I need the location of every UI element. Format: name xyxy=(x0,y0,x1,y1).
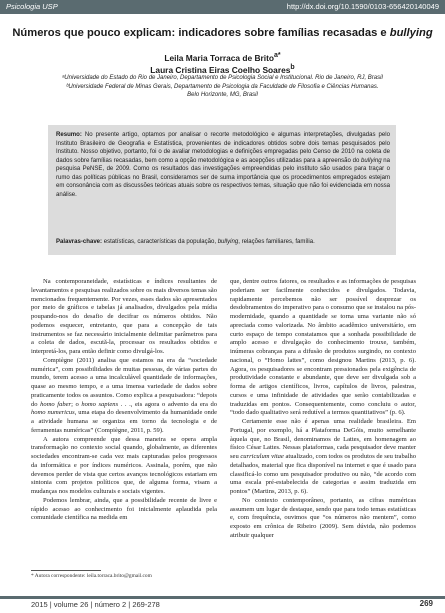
abstract-label: Resumo: xyxy=(56,132,82,138)
keywords: Palavras-chave: estatísticas, características da população, bullying, relações familiares, família. xyxy=(56,239,315,245)
abstract: Resumo: No presente artigo, optamos por analisar o recorte metodológico e algumas interpretações, divulgadas pelo Instituto Brasileiro de Geografia e Estatística, provenientes de indicadores obtidos sobre dois temas pesquisados pelo Instituto. Nosso objetivo, portanto, foi o de avaliar metodologias e definições empregadas pelo Censo de 2010 na coleta de dados sobre famílias recasadas, bem como a opção metodológica e as acepções utilizadas para a apreensão do bullying na pesquisa PeNSE, de 2009. Como os resultados das investigações empreendidas pelo instituto são usados para traçar o rumo das políticas públicas no Brasil, consideramos ser de suma importância que os procedimentos empregados estejam em consonância com as discussões teóricas atuais sobre os respectivos temas, situação que não foi evidenciada em nossa análise. xyxy=(56,132,390,198)
paragraph: Compiègne (2011) analisa que estamos na era da “sociedade numérica”, com possibilidades de muitas pessoas, de várias partes do mundo, terem acesso a uma incalculável quantidade de informações, quase ao mesmo tempo, e a uma imensa variedade de dados sobre praticamente todos os assuntos. Como explica a pesquisadora: “depois do homo faber; o homo sapiens . . ., eis agora o advento da era do homo numericus, uma etapa do desenvolvimento da humanidade onde a atividade humana se organiza em torno da tecnologia e de ferramentas numéricas” (Compiègne, 2011, p. 59). xyxy=(31,356,218,434)
issue-info: 2015 | volume 26 | número 2 | 269-278 xyxy=(31,600,160,609)
title-italic: bullying xyxy=(389,27,433,39)
paragraph: Na contemporaneidade, estatísticas e índices resultantes de levantamentos e pesquisas realizados sobre os mais diversos temas são mencionados frequentemente. Por vezes, esses dados são apresentados por meio de gráficos e tabelas já analisados, divulgados pela mídia poupando-nos do desafio de decifrar os números obtidos. Não podemos esquecer, entretanto, que para a concepção de tais instrumentos se faz necessário inicialmente delimitar parâmetros para a coleta de dados, escută-la, processar os resultados obtidos e interpretá-los, para então definir como divulgá-los. xyxy=(31,278,217,355)
affiliation-b-city: Belo Horizonte, MG, Brasil xyxy=(187,92,258,99)
doi-link[interactable]: http://dx.doi.org/10.1590/0103-656420140049 xyxy=(286,2,439,11)
affiliations xyxy=(0,74,445,100)
article-title xyxy=(0,27,445,39)
body-column-right xyxy=(230,278,416,541)
footnote-rule xyxy=(31,570,101,571)
author-1: Leila Maria Torraca de Brito$^{a*}$ xyxy=(164,52,281,63)
paragraph: que, dentre outros fatores, os resultados e as informações de pesquisas poderiam ser facilmente conhecidos e divulgados. Todavia, rapidamente percebemos não ser possível desprezar os desdobramentos do imperativo para o consumo que se instalou na pós-modernidade, quando a quantidade se torna uma variante não só apreciada como valorizada. No âmbito acadêmico universitário, em curto espaço de tempo constatamos que a sonhada possibilidade de amplo acesso e divulgação do conhecimento trouxe, também, inúmeras cobranças para a difusão de produtos surgindo, no contexto nacional, o “Homo lattes”, como designou Martins (2013, p. 6). Agora, os pesquisadores se encontram pressionados pela exigência de produtividade constante e abundante, que deve ser divulgada sob a forma de artigos científicos, livros, capítulos de livros, palestras, cursos e uma infinidade de atividades que serão contabilizadas e traduzidas em pontos. Consequentemente, como concluiu o autor, “todo dado qualitativo será redutível a termos quantitativos” (p. 6). xyxy=(230,278,416,417)
paragraph: A autora compreende que dessa maneira se opera ampla transformação no contexto social quando, globalmente, as diferentes sociedades encontram-se cada vez mais capturadas pelos progressos da informática e por índices numéricos. Assinala, porém, que não devemos perder de vista que certos avanços tecnológicos estariam em sintonia com projetos políticos que, de alguma forma, visam a mudanças nos modelos culturais e sociais vigentes. xyxy=(31,435,217,495)
affiliation-a: ᵃUniversidade do Estado do Rio de Janeiro, Departamento de Psicologia Social e Institucional. Rio de Janeiro, RJ, Brasil xyxy=(62,75,383,81)
author-1-mark: a* xyxy=(274,52,281,59)
keywords-label: Palavras-chave: xyxy=(56,239,103,245)
paragraph: Podemos lembrar, ainda, que a possibilidade recente de livre e rápido acesso ao conhecimento foi inicialmente aplaudida pela comunidade científica na medida em xyxy=(31,496,217,522)
paragraph: Certamente esse não é apenas uma realidade brasileira. Em Portugal, por exemplo, há a Plataforma DeGóis, muito semelhante àquela que, no Brasil, denominamos de Lattes, em homenagem ao físico César Lattes. Nessas plataformas, cada pesquisador deve manter seu curriculum vitae atualizado, com todos os produtos de seu trabalho detalhados, material que fica disponível na internet e que é usado para classificá-lo como um pesquisador produtivo ou não, “de acordo com uma escala pré-estabelecida de categorias e assim traduzida em pontos” (Martins, 2013, p. 6). xyxy=(230,418,417,495)
paragraph: No contexto contemporâneo, portanto, as cifras numéricas assumem um lugar de destaque, sendo que para todo temas estatísticas e, com frequência, ouvimos que “os números não mentem”, como exposto em crônica de Ribeiro (2009). Sem dúvida, não podemos atribuir qualquer xyxy=(230,496,416,539)
author-2-mark: b xyxy=(290,64,295,72)
footnote: * Autora correspondente: leila.torraca.brito@gmail.com xyxy=(31,573,152,579)
author-list xyxy=(0,51,445,76)
author-2: Laura Cristina Eiras Coelho Soares$^b$ xyxy=(150,64,295,76)
page-number: 269 xyxy=(419,599,433,608)
body-column-left xyxy=(31,278,217,523)
affiliation-b: ᵇUniversidade Federal de Minas Gerais, Departamento de Psicologia da Faculdade de Filosofia e Ciências Humanas. xyxy=(66,83,379,90)
journal-name: Psicologia USP xyxy=(6,2,58,11)
title-main: Números que pouco explicam: indicadores sobre famílias recasadas e xyxy=(12,27,390,39)
